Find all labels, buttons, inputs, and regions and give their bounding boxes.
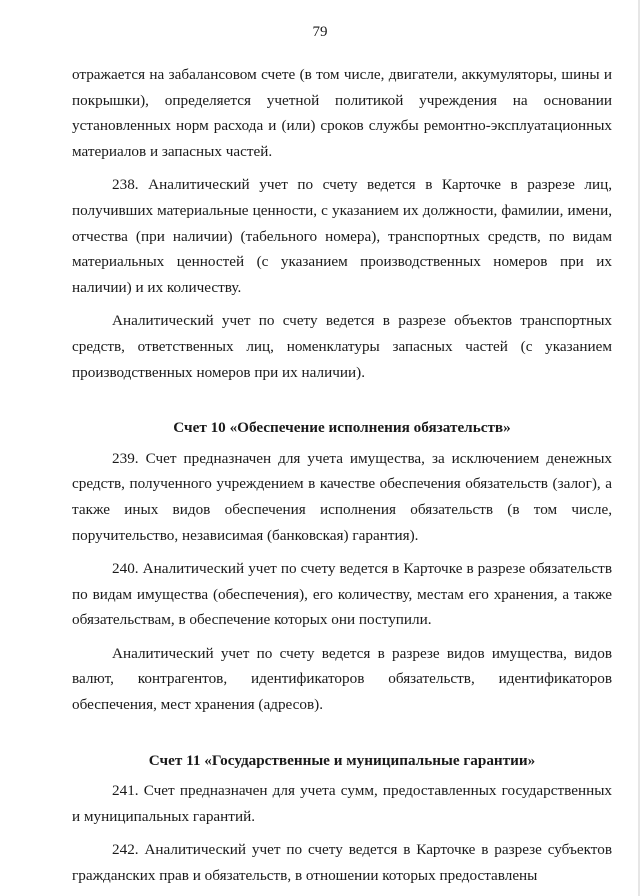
- document-body: [72, 62, 612, 889]
- paragraph-241: 241. Счет предназначен для учета сумм, предоставленных государственных и муниципальных гарантий.: [72, 782, 612, 825]
- section-heading-account-11: Счет 11 «Государственные и муниципальные гарантии»: [148, 751, 536, 769]
- page-number: 79: [312, 24, 328, 40]
- paragraph-238: 238. Аналитический учет по счету ведется в Карточке в разрезе лиц, получивших материальные ценности, с указанием их должности, фамилии, имени, отчества (при наличии) (табельного номера), транспортных средств, по видам материальных ценностей (с указанием производственных номеров при их наличии) и их количеству.: [72, 176, 612, 296]
- paragraph-analytic-transport: Аналитический учет по счету ведется в разрезе объектов транспортных средств, ответственных лиц, номенклатуры запасных частей (с указанием производственных номеров при их наличии).: [72, 312, 612, 381]
- paragraph-continuation: отражается на забалансовом счете (в том числе, двигатели, аккумуляторы, шины и покрышки), определяется учетной политикой учреждения на основании установленных норм расхода и (или) сроков службы ремонтно-эксплуатационных материалов и запасных частей.: [72, 66, 612, 160]
- section-heading-account-10: Счет 10 «Обеспечение исполнения обязательств»: [173, 419, 511, 437]
- paragraph-analytic-property: Аналитический учет по счету ведется в разрезе видов имущества, видов валют, контрагентов, идентификаторов обязательств, идентификаторов обеспечения, мест хранения (адресов).: [72, 644, 612, 714]
- paragraph-242: 242. Аналитический учет по счету ведется в Карточке в разрезе субъектов гражданских прав и обязательств, в отношении которых предоставлены: [72, 841, 612, 885]
- paragraph-239: 239. Счет предназначен для учета имущества, за исключением денежных средств, полученного учреждением в качестве обеспечения обязательств (залог), а также иных видов обеспечения исполнения обязательств (в том числе, поручительство, независимая (банковская) гарантия).: [72, 449, 612, 544]
- paragraph-240: 240. Аналитический учет по счету ведется в Карточке в разрезе обязательств по видам имущества (обеспечения), его количеству, местам его хранения, а также обязательствам, в обеспечение которых они поступили.: [72, 560, 612, 629]
